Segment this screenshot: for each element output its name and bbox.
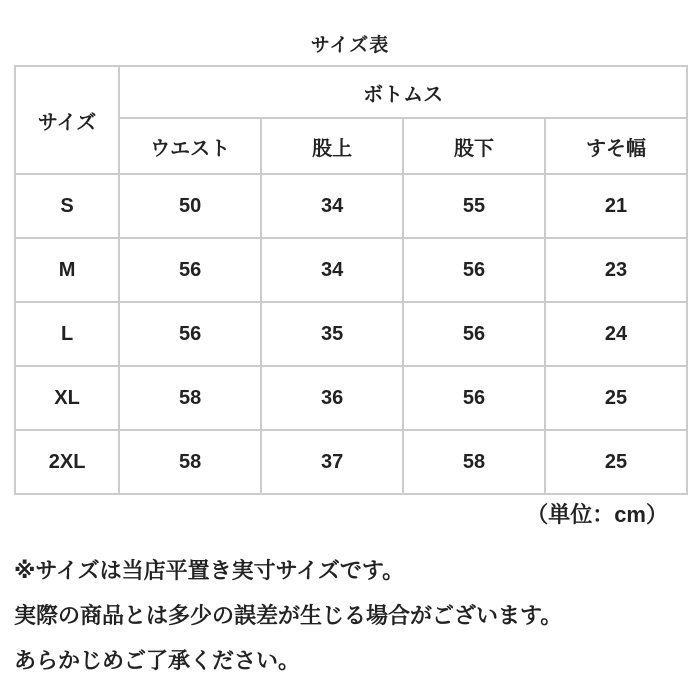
size-cell: XL xyxy=(15,366,119,430)
size-table xyxy=(14,65,688,495)
column-header-waist: ウエスト xyxy=(119,118,261,174)
disclaimer-line: ※サイズは当店平置き実寸サイズです。 xyxy=(14,558,405,583)
value-cell: 25 xyxy=(545,366,687,430)
table-row xyxy=(15,366,687,430)
table-header-group-row xyxy=(15,66,687,118)
size-cell: 2XL xyxy=(15,430,119,494)
value-cell: 50 xyxy=(119,174,261,238)
column-header-hem-width: すそ幅 xyxy=(545,118,687,174)
value-cell: 58 xyxy=(119,366,261,430)
size-cell: L xyxy=(15,302,119,366)
size-cell: M xyxy=(15,238,119,302)
column-header-rise: 股上 xyxy=(261,118,403,174)
value-cell: 24 xyxy=(545,302,687,366)
value-cell: 37 xyxy=(261,430,403,494)
value-cell: 56 xyxy=(119,302,261,366)
value-cell: 34 xyxy=(261,238,403,302)
value-cell: 56 xyxy=(403,238,545,302)
table-row xyxy=(15,302,687,366)
value-cell: 21 xyxy=(545,174,687,238)
value-cell: 56 xyxy=(403,366,545,430)
value-cell: 55 xyxy=(403,174,545,238)
value-cell: 56 xyxy=(119,238,261,302)
value-cell: 58 xyxy=(119,430,261,494)
page-title: サイズ表 xyxy=(310,35,390,56)
value-cell: 58 xyxy=(403,430,545,494)
table-row xyxy=(15,174,687,238)
value-cell: 36 xyxy=(261,366,403,430)
column-header-inseam: 股下 xyxy=(403,118,545,174)
value-cell: 25 xyxy=(545,430,687,494)
table-row xyxy=(15,238,687,302)
disclaimer-line: 実際の商品とは多少の誤差が生じる場合がございます。 xyxy=(14,603,563,628)
group-header-cell: ボトムス xyxy=(119,66,687,118)
value-cell: 56 xyxy=(403,302,545,366)
value-cell: 34 xyxy=(261,174,403,238)
unit-note: （単位：cm） xyxy=(526,502,668,527)
table-row xyxy=(15,430,687,494)
corner-header-cell: サイズ xyxy=(15,66,119,174)
size-cell: S xyxy=(15,174,119,238)
disclaimer-notes xyxy=(14,548,690,683)
disclaimer-line: あらかじめご了承ください。 xyxy=(14,648,301,673)
value-cell: 23 xyxy=(545,238,687,302)
value-cell: 35 xyxy=(261,302,403,366)
